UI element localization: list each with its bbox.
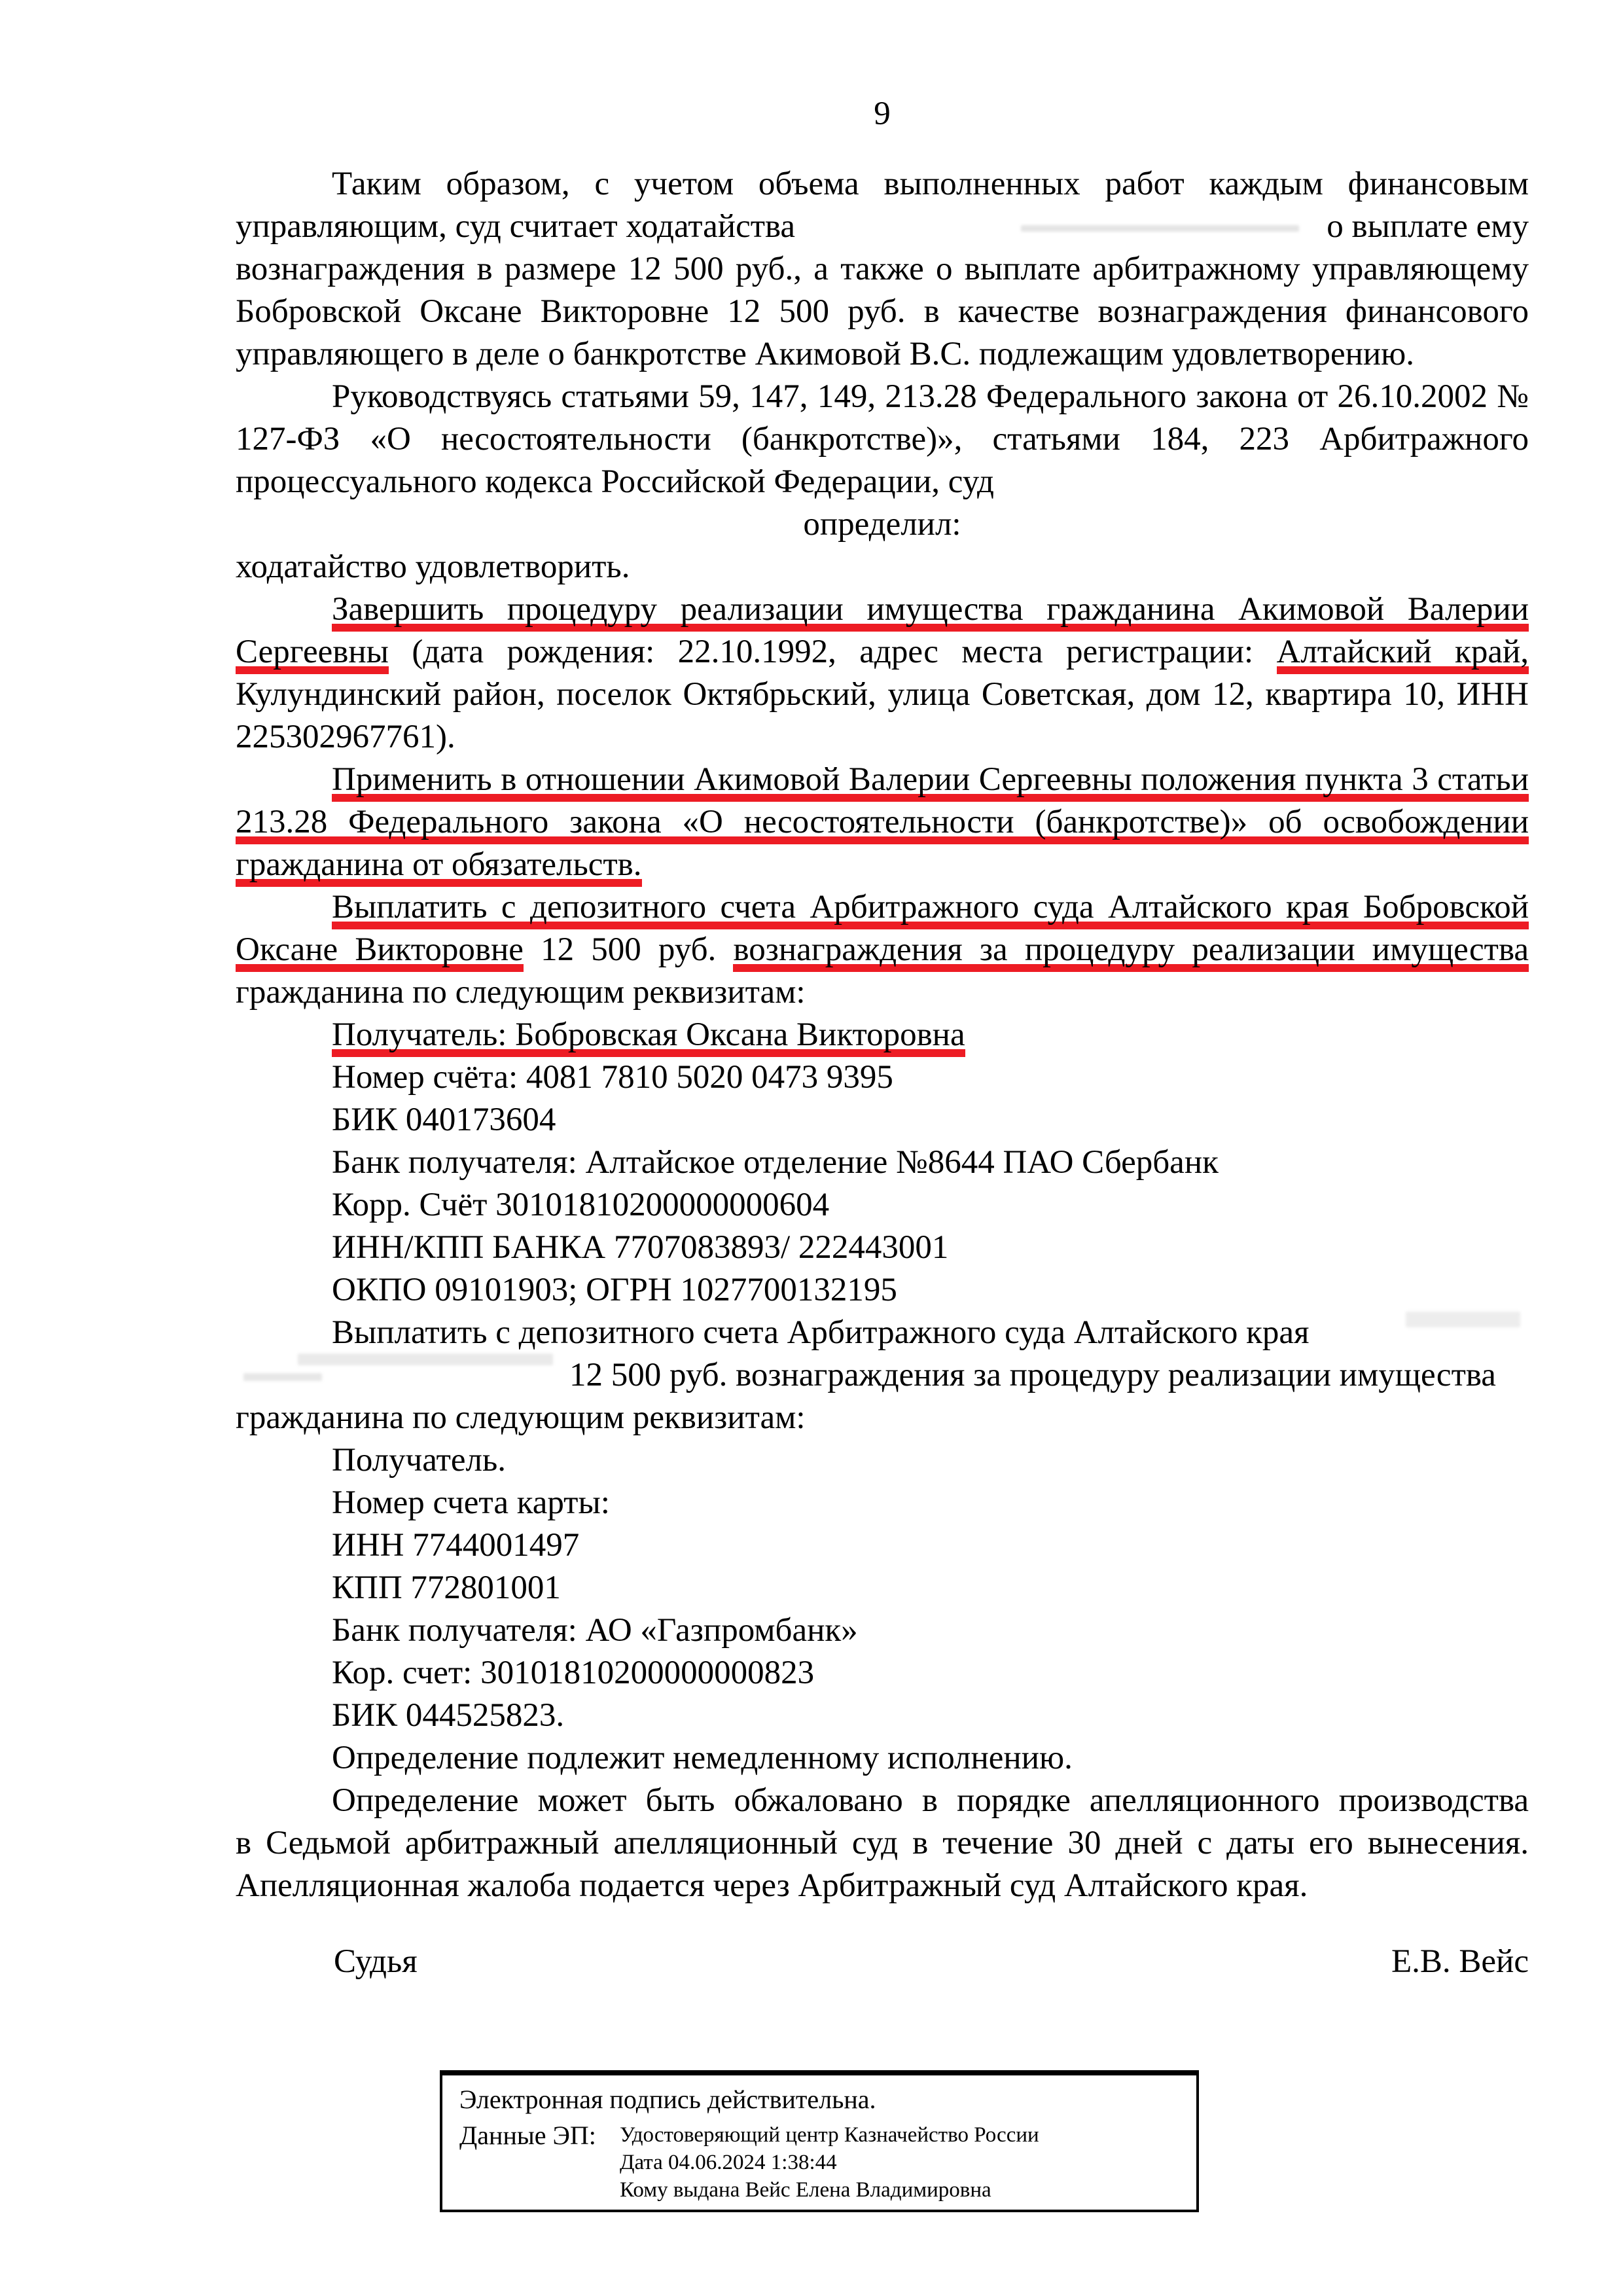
para1-line3: вознаграждения в размере 12 500 руб., а также о выплате арбитражному управляющему — [236, 251, 1529, 287]
stamp-details — [620, 2121, 1039, 2204]
para3-line1 — [236, 588, 1529, 631]
para3-line2 — [236, 631, 1529, 673]
para2-line1: Руководствуясь статьями 59, 147, 149, 213.28 Федерального закона от 26.10.2002 № — [332, 378, 1529, 415]
underlined-text: вознаграждения за процедуру реализации имущества — [733, 931, 1529, 972]
immediate-execution-line: Определение подлежит немедленному исполнению. — [332, 1740, 1073, 1776]
para3-line4: 225302967761). — [236, 719, 455, 755]
para1-line2-left: управляющим, суд считает ходатайства — [236, 208, 796, 245]
appeal-line3: Апелляционная жалоба подается через Арбитражный суд Алтайского края. — [236, 1867, 1308, 1904]
underlined-text: Получатель: Бобровская Оксана Викторовна — [332, 1016, 965, 1057]
underlined-text: Алтайский край, — [1277, 634, 1529, 674]
judge-name: Е.В. Вейс — [1391, 1943, 1529, 1980]
para1-line5: управляющего в деле о банкротстве Акимовой В.С. подлежащим удовлетворению. — [236, 336, 1415, 372]
underlined-text: 213.28 Федерального закона «О несостоятельности (банкротстве)» об освобождении — [236, 804, 1529, 844]
requisites2-kpp: КПП 772801001 — [332, 1570, 561, 1606]
resolution-word: определил: — [803, 506, 961, 543]
stamp-valid-text: Электронная подпись действительна. — [459, 2085, 876, 2114]
underlined-text: Применить в отношении Акимовой Валерии Сергеевны положения пункта 3 статьи — [332, 761, 1529, 802]
payout2-line3: гражданина по следующим реквизитам: — [236, 1399, 806, 1436]
requisites1-okpo-ogrn: ОКПО 09101903; ОГРН 1027700132195 — [332, 1272, 897, 1308]
para1-line1: Таким образом, с учетом объема выполненных работ каждым финансовым — [332, 166, 1529, 202]
para3-line3: Кулундинский район, поселок Октябрьский, улица Советская, дом 12, квартира 10, ИНН — [236, 676, 1529, 713]
para4-line3 — [236, 844, 1529, 886]
stamp-details-row — [459, 2121, 1183, 2204]
petition-granted-line: ходатайство удовлетворить. — [236, 548, 630, 585]
stamp-data-label: Данные ЭП: — [459, 2121, 596, 2150]
requisites1-recipient — [236, 1014, 1529, 1056]
signature-stamp — [440, 2070, 1199, 2212]
page-number: 9 — [874, 96, 891, 132]
para4-line2 — [236, 801, 1529, 844]
appeal-line2: в Седьмой арбитражный апелляционный суд в течение 30 дней с даты его вынесения. — [236, 1825, 1529, 1861]
plain-text: 12 500 руб. — [523, 931, 734, 968]
requisites2-bik: БИК 044525823. — [332, 1697, 565, 1734]
judge-label: Судья — [334, 1943, 418, 1980]
para4-line1 — [236, 759, 1529, 801]
appeal-line1: Определение может быть обжаловано в порядке апелляционного производства — [332, 1782, 1529, 1819]
payout2-line1: Выплатить с депозитного счета Арбитражного суда Алтайского края — [332, 1314, 1310, 1351]
requisites1-bank: Банк получателя: Алтайское отделение №8644 ПАО Сбербанк — [332, 1144, 1219, 1181]
requisites1-corr: Корр. Счёт 30101810200000000604 — [332, 1187, 830, 1223]
para2-line2: 127-ФЗ «О несостоятельности (банкротстве)», статьями 184, 223 Арбитражного — [236, 421, 1529, 457]
redaction-artifact — [1406, 1312, 1520, 1327]
stamp-issued-to: Кому выдана Вейс Елена Владимировна — [620, 2178, 991, 2202]
para1-line4: Бобровской Оксане Викторовне 12 500 руб. в качестве вознаграждения финансового — [236, 293, 1529, 330]
redaction-artifact — [1021, 225, 1299, 232]
stamp-date: Дата 04.06.2024 1:38:44 — [620, 2151, 837, 2174]
payout2-line2: 12 500 руб. вознаграждения за процедуру реализации имущества — [569, 1357, 1496, 1393]
plain-text: (дата рождения: 22.10.1992, адрес места регистрации: — [388, 634, 1277, 670]
para5-line2 — [236, 929, 1529, 971]
requisites2-bank: Банк получателя: АО «Газпромбанк» — [332, 1612, 858, 1649]
para1-line2-right: о выплате ему — [1327, 208, 1529, 245]
requisites2-card: Номер счета карты: — [332, 1484, 610, 1521]
requisites2-recipient: Получатель. — [332, 1442, 506, 1479]
para1-line2 — [236, 206, 1529, 248]
requisites1-bik: БИК 040173604 — [332, 1102, 556, 1138]
underlined-text: гражданина от обязательств. — [236, 846, 642, 887]
requisites2-corr: Кор. счет: 30101810200000000823 — [332, 1655, 815, 1691]
redaction-artifact — [243, 1373, 322, 1381]
underlined-text: Выплатить с депозитного счета Арбитражного суда Алтайского края Бобровской — [332, 889, 1529, 929]
underlined-text: Сергеевны — [236, 634, 389, 674]
para5-line1 — [236, 886, 1529, 929]
stamp-authority: Удостоверяющий центр Казначейство России — [620, 2123, 1039, 2147]
requisites1-inn-kpp: ИНН/КПП БАНКА 7707083893/ 222443001 — [332, 1229, 949, 1266]
redaction-artifact — [298, 1354, 553, 1365]
underlined-text: Завершить процедуру реализации имущества гражданина Акимовой Валерии — [332, 591, 1529, 632]
signature-row — [236, 1941, 1529, 1983]
para2-line3: процессуального кодекса Российской Федерации, суд — [236, 463, 995, 500]
requisites2-inn: ИНН 7744001497 — [332, 1527, 580, 1564]
underlined-text: Оксане Викторовне — [236, 931, 524, 972]
para5-line3: гражданина по следующим реквизитам: — [236, 974, 806, 1011]
requisites1-account: Номер счёта: 4081 7810 5020 0473 9395 — [332, 1059, 893, 1096]
